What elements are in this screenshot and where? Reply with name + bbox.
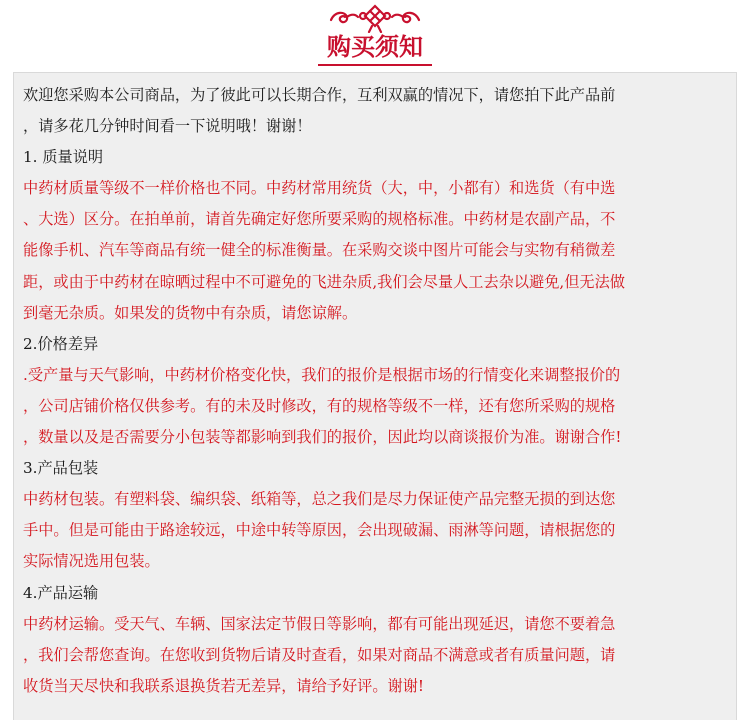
section-text-line: 收货当天尽快和我联系退换货若无差异，请给予好评。谢谢!: [23, 676, 424, 695]
section-text-line: 距，或由于中药材在晾晒过程中不可避免的飞进杂质,我们会尽量人工去杂以避免,但无法做: [23, 272, 625, 291]
section-text-line: 到毫无杂质。如果发的货物中有杂质，请您谅解。: [23, 303, 358, 322]
section-text-line: ，数量以及是否需要分小包装等都影响到我们的报价，因此均以商谈报价为准。谢谢合作!: [23, 428, 622, 447]
section-text-line: 中药材质量等级不一样价格也不同。中药材常用统货（大，中，小都有）和选货（有中选: [23, 179, 616, 198]
section-text-line: 实际情况选用包装。: [23, 552, 160, 571]
page-header: [0, 0, 750, 72]
section-heading-packaging: 3.产品包装: [23, 459, 99, 478]
section-heading-price: 2.价格差异: [23, 334, 99, 353]
page-title: 购买须知: [327, 33, 423, 61]
section-text-line: 手中。但是可能由于路途较远，中途中转等原因，会出现破漏、雨淋等问题，请根据您的: [23, 521, 616, 540]
section-heading-shipping: 4.产品运输: [23, 583, 99, 602]
section-text-line: ，我们会帮您查询。在您收到货物后请及时查看，如果对商品不满意或者有质量问题，请: [23, 645, 616, 664]
intro-line: 欢迎您采购本公司商品，为了彼此可以长期合作，互利双赢的情况下，请您拍下此产品前: [23, 86, 616, 104]
section-text-line: ，公司店铺价格仅供参考。有的未及时修改，有的规格等级不一样，还有您所采购的规格: [23, 396, 616, 415]
intro-line: ，请多花几分钟时间看一下说明哦！谢谢！: [23, 117, 312, 136]
section-text-line: 、大选）区分。在拍单前，请首先确定好您所要采购的规格标准。中药材是农副产品，不: [23, 210, 616, 229]
section-text-line: .受产量与天气影响，中药材价格变化快，我们的报价是根据市场的行情变化来调整报价的: [23, 365, 621, 384]
title-underline: [318, 64, 432, 66]
section-heading-quality: 1. 质量说明: [23, 148, 104, 167]
section-text-line: 中药材包装。有塑料袋、编织袋、纸箱等，总之我们是尽力保证使产品完整无损的到达您: [23, 490, 616, 509]
section-text-line: 中药材运输。受天气、车辆、国家法定节假日等影响，都有可能出现延迟，请您不要着急: [23, 614, 616, 633]
notice-content-panel: [13, 72, 737, 720]
section-text-line: 能像手机、汽车等商品有统一健全的标准衡量。在采购交谈中图片可能会与实物有稍微差: [23, 241, 616, 260]
